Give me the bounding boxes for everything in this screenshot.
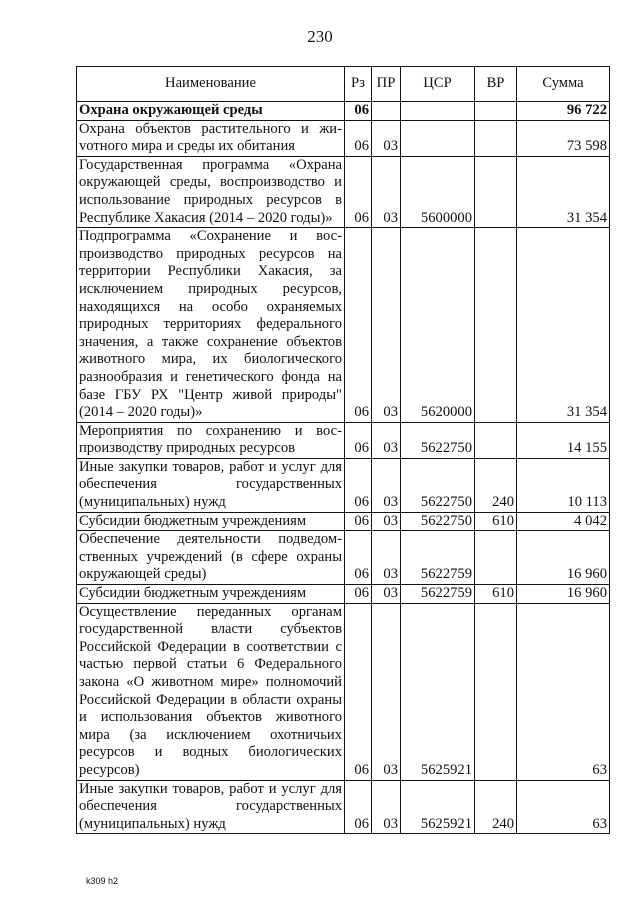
header-rz: Рз	[345, 67, 372, 102]
cell-pr: 03	[372, 780, 401, 834]
cell-rz: 06	[345, 780, 372, 834]
table-row	[77, 228, 610, 423]
cell-csr: 5622750	[401, 458, 475, 512]
cell-sum: 16 960	[517, 531, 610, 585]
cell-csr: 5620000	[401, 228, 475, 423]
cell-vr	[475, 228, 517, 423]
cell-vr: 610	[475, 512, 517, 531]
table-row	[77, 585, 610, 604]
footer-code: k309 h2	[86, 876, 119, 886]
cell-name: Осуществление переданных органам государственной власти субъектов Российской Федерации в соответствии с частью первой статьи 6 Федерального закона «О животном мире» полномочий Российской Федерации в области охраны и использования объектов животного мира (за исключением охотничьих ресурсов и водных биологических ресурсов)	[77, 603, 345, 780]
cell-pr: 03	[372, 458, 401, 512]
budget-table	[76, 66, 610, 834]
cell-rz: 06	[345, 531, 372, 585]
cell-sum: 4 042	[517, 512, 610, 531]
cell-vr: 610	[475, 585, 517, 604]
table-row	[77, 156, 610, 227]
header-name: Наименование	[77, 67, 345, 102]
cell-csr	[401, 120, 475, 156]
cell-csr: 5622750	[401, 422, 475, 458]
table-row	[77, 102, 610, 121]
table-row	[77, 422, 610, 458]
cell-sum: 31 354	[517, 156, 610, 227]
cell-name: Субсидии бюджетным учреждениям	[77, 585, 345, 604]
cell-csr: 5622759	[401, 585, 475, 604]
cell-sum: 16 960	[517, 585, 610, 604]
cell-vr	[475, 156, 517, 227]
cell-rz: 06	[345, 458, 372, 512]
table-row	[77, 120, 610, 156]
cell-vr	[475, 120, 517, 156]
table-row	[77, 512, 610, 531]
header-csr: ЦСР	[401, 67, 475, 102]
page-number: 230	[307, 27, 333, 46]
table-body	[77, 102, 610, 834]
cell-csr: 5600000	[401, 156, 475, 227]
cell-name: Подпрограмма «Сохранение и воспроизводство природных ресурсов на территории Республики Хакасия, за исключением природных ресурсов, находящихся на особо охраняемых природных территориях федерального значения, а также сохранение объектов животного мира, их биологического разнообразия и генетического фонда на базе ГБУ РХ "Центр живой природы" (2014 – 2020 годы)»	[77, 228, 345, 423]
cell-csr: 5622750	[401, 512, 475, 531]
cell-name: Мероприятия по сохранению и воспроизводству природных ресурсов	[77, 422, 345, 458]
header-sum: Сумма	[517, 67, 610, 102]
cell-rz: 06	[345, 102, 372, 121]
cell-csr: 5625921	[401, 603, 475, 780]
cell-sum: 73 598	[517, 120, 610, 156]
table-header-row	[77, 67, 610, 102]
cell-name: Государственная программа «Охрана окружающей среды, воспроизводство и использование природных ресурсов в Республике Хакасия (2014 – 2020 годы)»	[77, 156, 345, 227]
cell-vr	[475, 422, 517, 458]
cell-sum: 31 354	[517, 228, 610, 423]
cell-sum: 63	[517, 603, 610, 780]
header-vr: ВР	[475, 67, 517, 102]
cell-rz: 06	[345, 228, 372, 423]
cell-rz: 06	[345, 422, 372, 458]
cell-vr	[475, 102, 517, 121]
cell-pr	[372, 102, 401, 121]
cell-name: Охрана объектов растительного и жиvотного мира и среды их обитания	[77, 120, 345, 156]
table-row	[77, 603, 610, 780]
cell-vr: 240	[475, 780, 517, 834]
cell-csr: 5622759	[401, 531, 475, 585]
cell-pr: 03	[372, 156, 401, 227]
cell-pr: 03	[372, 120, 401, 156]
cell-pr: 03	[372, 585, 401, 604]
cell-name: Охрана окружающей среды	[77, 102, 345, 121]
cell-vr	[475, 531, 517, 585]
cell-name: Субсидии бюджетным учреждениям	[77, 512, 345, 531]
header-pr: ПР	[372, 67, 401, 102]
cell-vr: 240	[475, 458, 517, 512]
cell-name: Обеспечение деятельности подведомственных учреждений (в сфере охраны окружающей среды)	[77, 531, 345, 585]
cell-sum: 96 722	[517, 102, 610, 121]
cell-pr: 03	[372, 422, 401, 458]
table-row	[77, 458, 610, 512]
cell-pr: 03	[372, 228, 401, 423]
cell-pr: 03	[372, 512, 401, 531]
cell-sum: 10 113	[517, 458, 610, 512]
cell-name: Иные закупки товаров, работ и услуг для обеспечения государственных (муниципальных) нужд	[77, 780, 345, 834]
table-row	[77, 780, 610, 834]
cell-name: Иные закупки товаров, работ и услуг для обеспечения государственных (муниципальных) нужд	[77, 458, 345, 512]
cell-csr: 5625921	[401, 780, 475, 834]
cell-pr: 03	[372, 531, 401, 585]
cell-pr: 03	[372, 603, 401, 780]
cell-sum: 14 155	[517, 422, 610, 458]
cell-rz: 06	[345, 603, 372, 780]
cell-csr	[401, 102, 475, 121]
cell-rz: 06	[345, 120, 372, 156]
table-row	[77, 531, 610, 585]
cell-rz: 06	[345, 156, 372, 227]
cell-rz: 06	[345, 585, 372, 604]
cell-rz: 06	[345, 512, 372, 531]
cell-vr	[475, 603, 517, 780]
cell-sum: 63	[517, 780, 610, 834]
